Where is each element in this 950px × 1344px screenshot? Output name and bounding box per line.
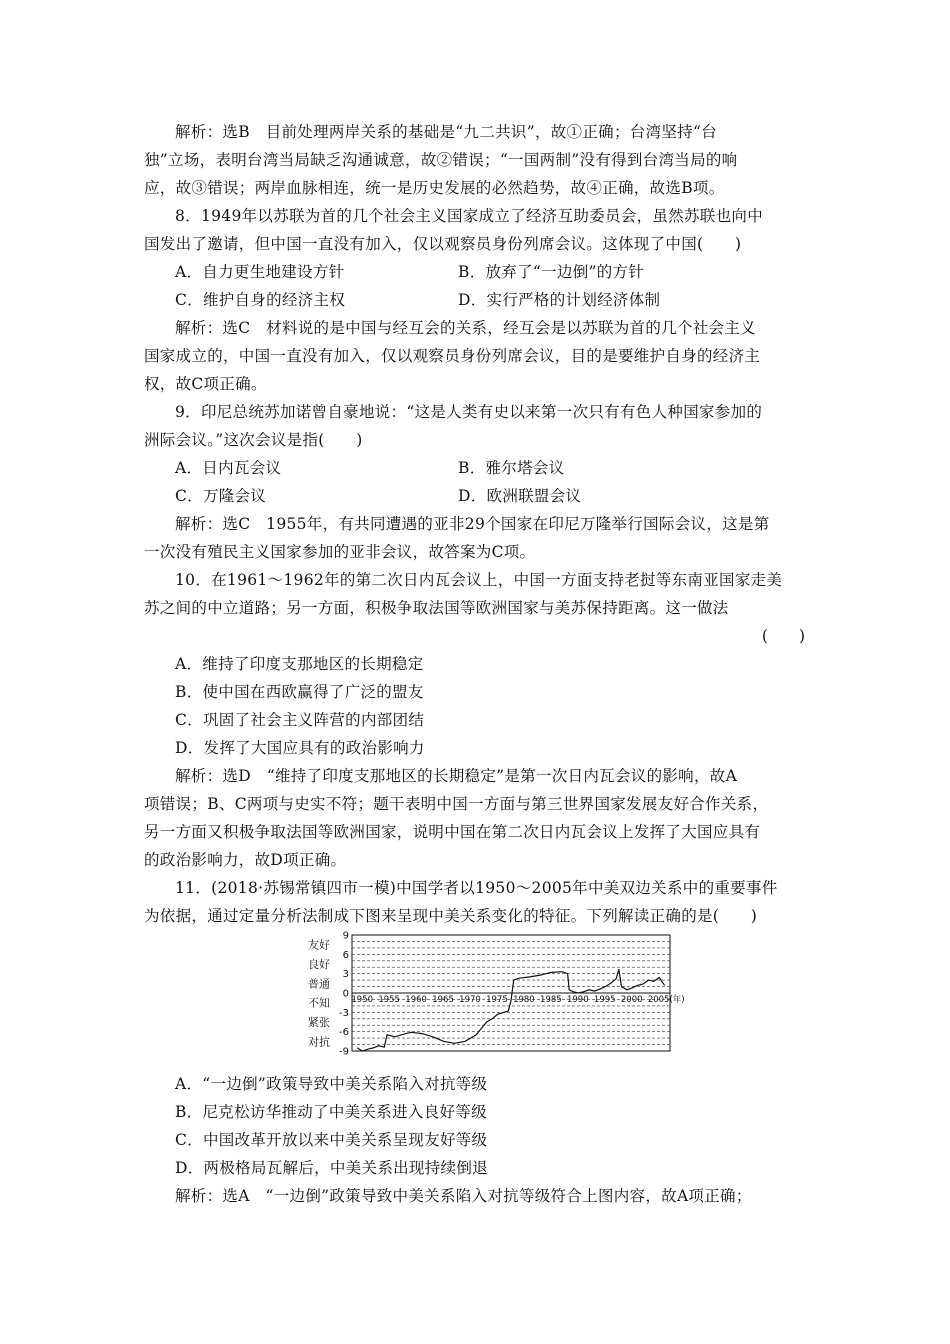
category-label: 普通 xyxy=(308,977,330,991)
answer-8-line-3: 权，故C项正确。 xyxy=(144,375,267,393)
answer-8-line-1: 解析：选C 材料说的是中国与经互会的关系，经互会是以苏联为首的几个社会主义 xyxy=(175,319,756,337)
question-8-option-d: D．实行严格的计划经济体制 xyxy=(458,291,661,309)
question-9-option-b: B．雅尔塔会议 xyxy=(458,459,565,477)
question-11-line-1: 11．(2018·苏锡常镇四市一模)中国学者以1950～2005年中美双边关系中的重要事件 xyxy=(175,879,778,897)
us-china-relations-chart xyxy=(300,927,685,1058)
x-tick-label: 1950 xyxy=(351,995,374,1005)
question-11-option-c: C．中国改革开放以来中美关系呈现友好等级 xyxy=(175,1131,488,1149)
x-tick-label: 1975 xyxy=(486,995,508,1005)
question-9-line-1: 9．印尼总统苏加诺曾自豪地说：“这是人类有史以来第一次只有有色人种国家参加的 xyxy=(175,403,763,421)
x-tick-label: 1970 xyxy=(459,995,481,1005)
question-8-line-2: 国发出了邀请，但中国一直没有加入，仅以观察员身份列席会议。这体现了中国( ) xyxy=(144,235,742,253)
category-label: 紧张 xyxy=(308,1016,330,1029)
x-tick-label: 1955 xyxy=(378,995,400,1005)
x-tick-label: 1965 xyxy=(432,995,454,1005)
question-10-line-1: 10．在1961～1962年的第二次日内瓦会议上，中国一方面支持老挝等东南亚国家走美 xyxy=(175,571,783,589)
x-tick-label: 1980 xyxy=(513,995,535,1005)
answer-7-line-2: 独”立场，表明台湾当局缺乏沟通诚意，故②错误；“一国两制”没有得到台湾当局的响 xyxy=(144,151,738,169)
question-10-option-a: A．维持了印度支那地区的长期稳定 xyxy=(175,655,424,673)
y-tick-label: 6 xyxy=(342,949,349,961)
question-11-option-d: D．两极格局瓦解后，中美关系出现持续倒退 xyxy=(175,1159,488,1177)
answer-10-line-2: 项错误；B、C两项与史实不符；题干表明中国一方面与第三世界国家发展友好合作关系， xyxy=(144,795,769,813)
x-tick-label: 1985 xyxy=(540,995,562,1005)
series-line xyxy=(357,969,664,1051)
question-9-option-d: D．欧洲联盟会议 xyxy=(458,487,582,505)
answer-11-line-1: 解析：选A “一边倒”政策导致中美关系陷入对抗等级符合上图内容，故A项正确； xyxy=(175,1187,752,1205)
question-10-option-d: D．发挥了大国应具有的政治影响力 xyxy=(175,739,425,757)
x-tick-label: 2000 xyxy=(620,995,643,1005)
question-11-option-b: B．尼克松访华推动了中美关系进入良好等级 xyxy=(175,1103,487,1121)
answer-10-line-3: 另一方面又积极争取法国等欧洲国家，说明中国在第二次日内瓦会议上发挥了大国应具有 xyxy=(144,823,761,841)
answer-10-line-4: 的政治影响力，故D项正确。 xyxy=(144,851,347,869)
question-11-line-2: 为依据，通过定量分析法制成下图来呈现中美关系变化的特征。下列解读正确的是( ) xyxy=(144,907,758,925)
category-label: 不知 xyxy=(308,996,330,1010)
question-9-option-c: C．万隆会议 xyxy=(175,487,267,505)
y-tick-label: 3 xyxy=(342,969,349,981)
question-8-option-b: B．放弃了“一边倒”的方针 xyxy=(458,263,645,281)
question-8-option-c: C．维护自身的经济主权 xyxy=(175,291,346,309)
category-label: 良好 xyxy=(308,958,330,971)
x-tick-label: 2005(年) xyxy=(647,995,685,1005)
y-tick-label: -6 xyxy=(339,1027,349,1039)
answer-10-line-1: 解析：选D “维持了印度支那地区的长期稳定”是第一次日内瓦会议的影响，故A xyxy=(175,767,738,785)
answer-9-line-1: 解析：选C 1955年，有共同遭遇的亚非29个国家在印尼万隆举行国际会议，这是第 xyxy=(175,515,770,533)
question-8-line-1: 8．1949年以苏联为首的几个社会主义国家成立了经济互助委员会，虽然苏联也向中 xyxy=(175,207,764,225)
x-tick-label: 1960 xyxy=(405,995,427,1005)
question-9-line-2: 洲际会议。”这次会议是指( ) xyxy=(144,431,363,449)
answer-9-line-2: 一次没有殖民主义国家参加的亚非会议，故答案为C项。 xyxy=(144,543,536,561)
question-10-answer-bracket: ( ) xyxy=(761,627,805,645)
question-9-option-a: A．日内瓦会议 xyxy=(175,459,282,477)
category-label: 对抗 xyxy=(308,1035,330,1049)
category-label: 友好 xyxy=(308,938,330,952)
x-tick-label: 1995 xyxy=(593,995,616,1005)
question-8-option-a: A．自力更生地建设方针 xyxy=(175,263,345,281)
answer-7-line-3: 应，故③错误；两岸血脉相连，统一是历史发展的必然趋势，故④正确，故选B项。 xyxy=(144,179,725,197)
y-tick-label: -9 xyxy=(339,1046,349,1058)
question-11-option-a: A．“一边倒”政策导致中美关系陷入对抗等级 xyxy=(175,1075,488,1093)
answer-7-line-1: 解析：选B 目前处理两岸关系的基础是“九二共识”，故①正确；台湾坚持“台 xyxy=(175,123,717,141)
y-tick-label: -3 xyxy=(339,1007,349,1019)
question-10-option-c: C．巩固了社会主义阵营的内部团结 xyxy=(175,711,425,729)
question-10-line-2: 苏之间的中立道路；另一方面，积极争取法国等欧洲国家与美苏保持距离。这一做法 xyxy=(144,599,729,617)
y-tick-label: 9 xyxy=(342,930,349,942)
y-tick-label: 0 xyxy=(342,988,349,1000)
answer-8-line-2: 国家成立的，中国一直没有加入，仅以观察员身份列席会议，目的是要维护自身的经济主 xyxy=(144,347,761,365)
chart-svg xyxy=(300,927,685,1058)
x-tick-label: 1990 xyxy=(566,995,589,1005)
question-10-option-b: B．使中国在西欧赢得了广泛的盟友 xyxy=(175,683,424,701)
